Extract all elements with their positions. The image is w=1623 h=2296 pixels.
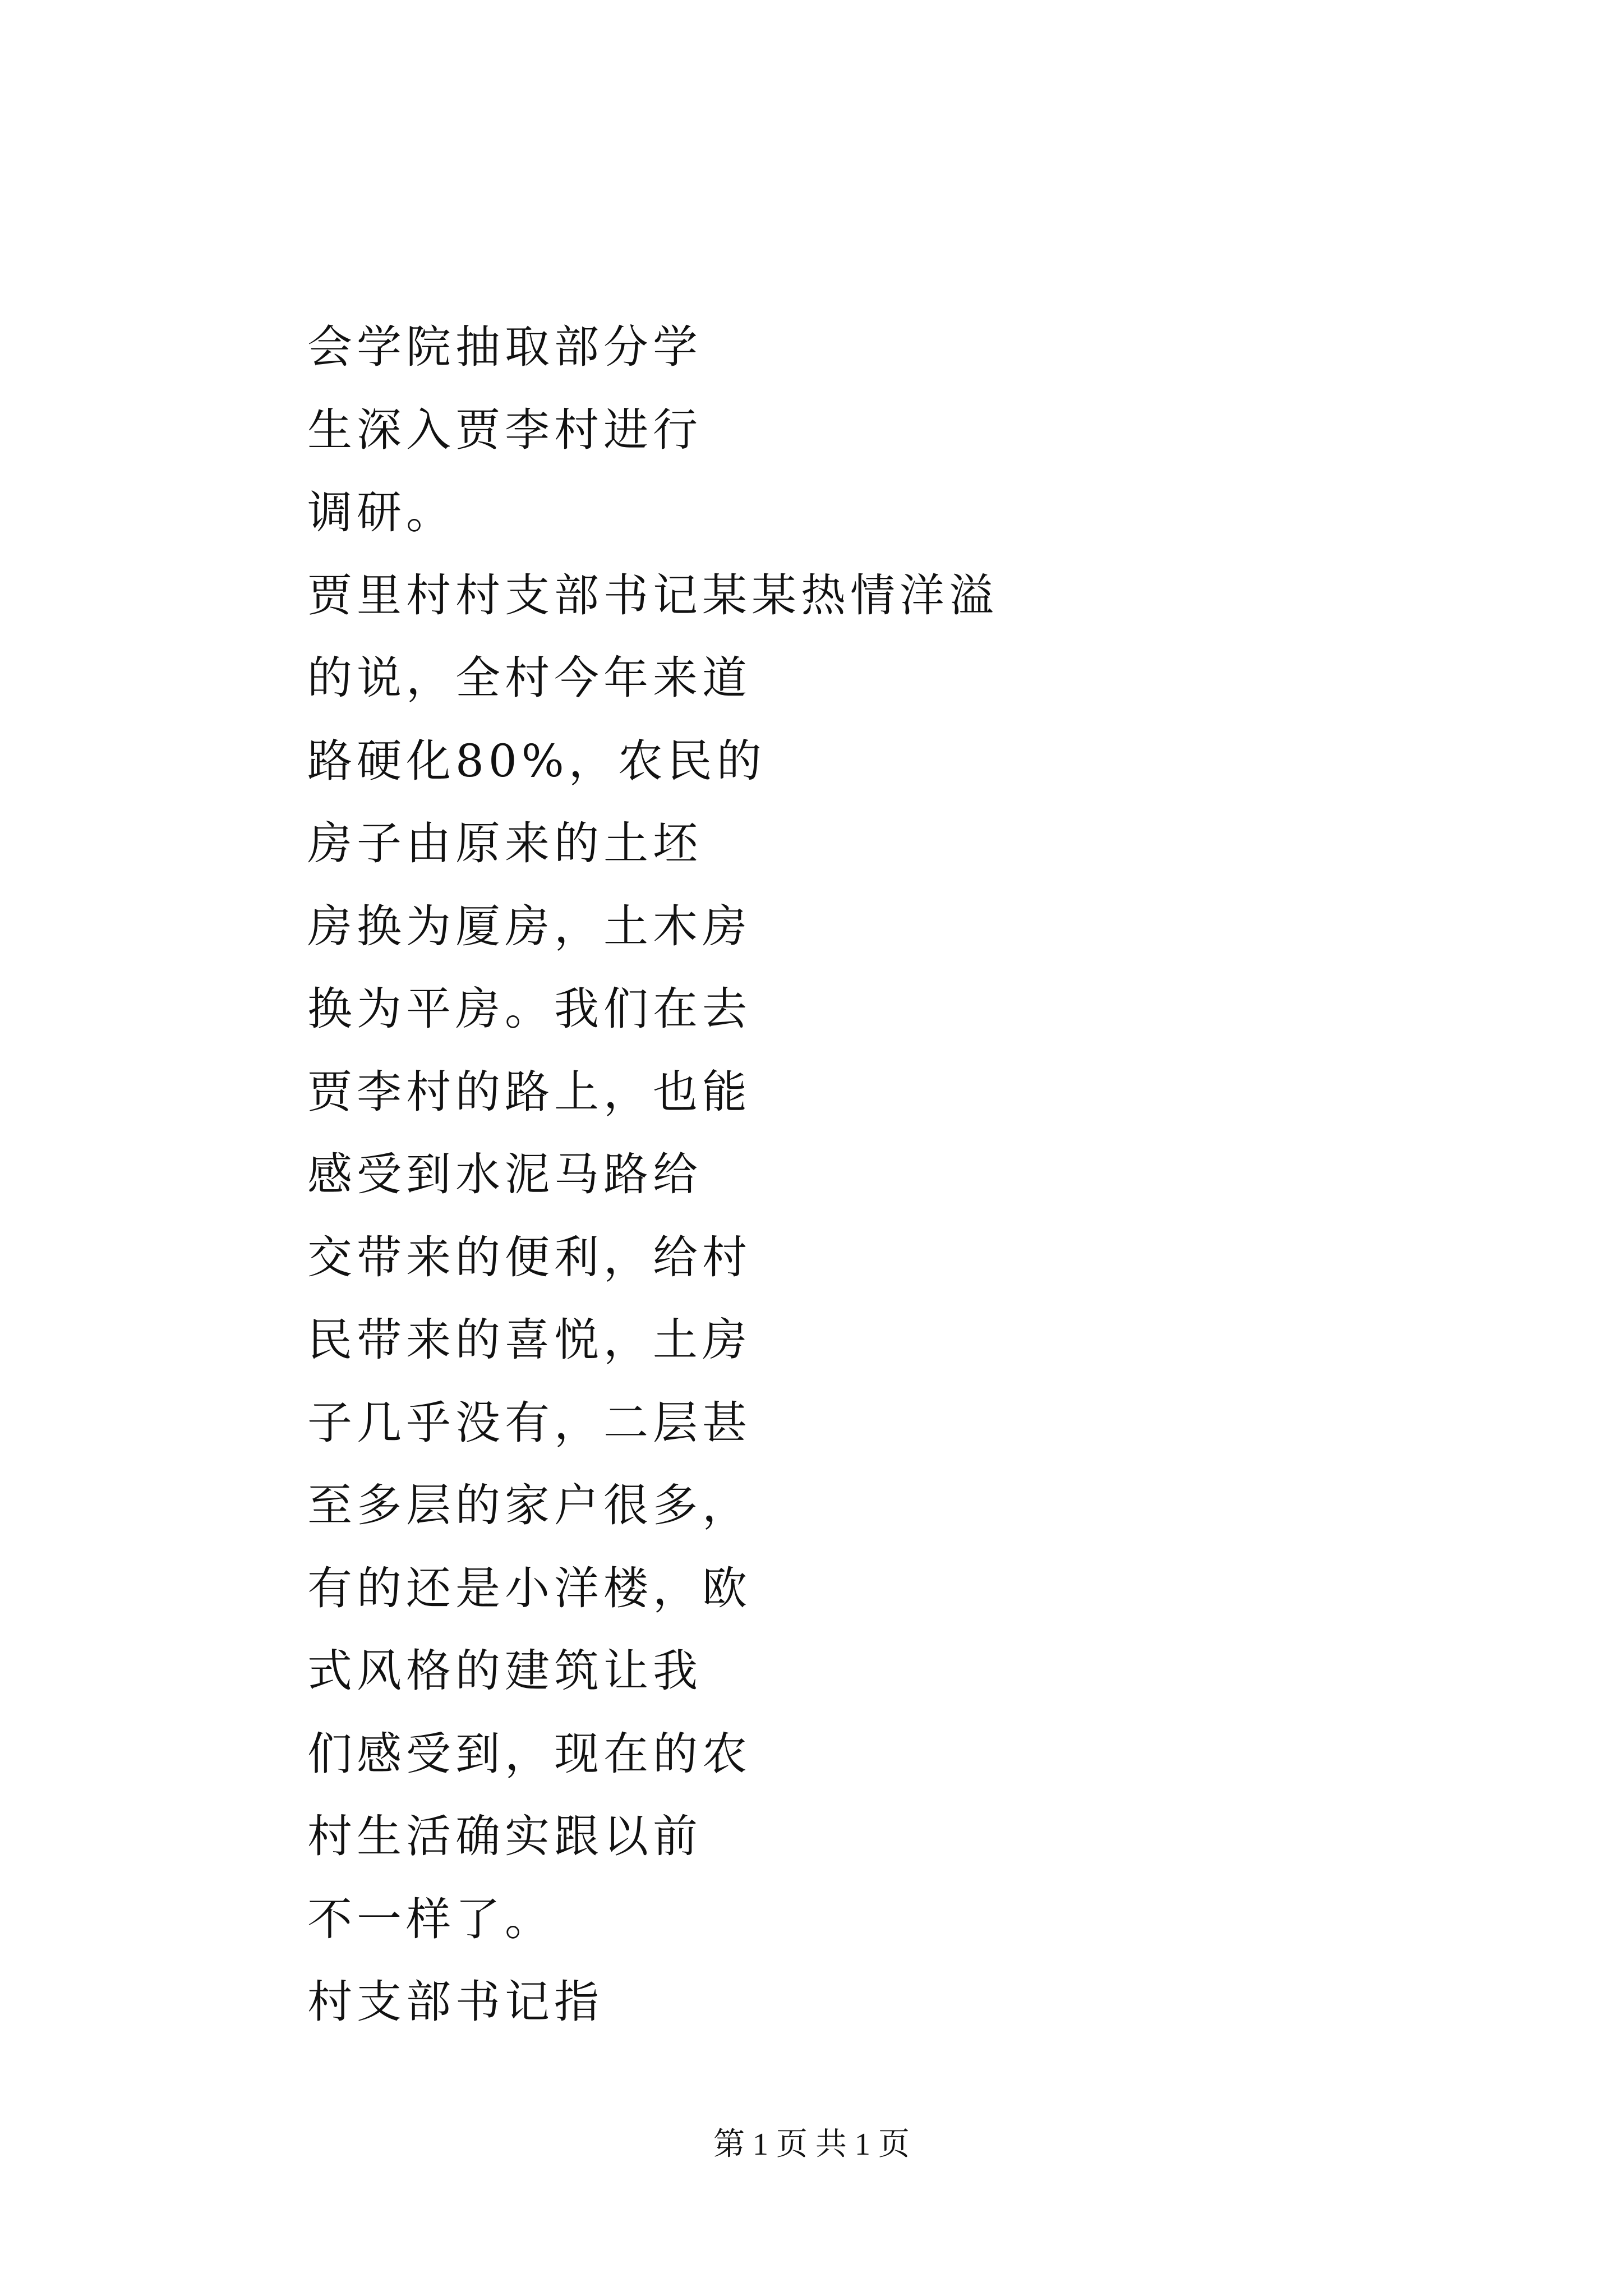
text-line: 交带来的便利，给村 [307,1231,751,1283]
text-line: 式风格的建筑让我 [307,1645,702,1697]
text-line: 贾李村的路上，也能 [307,1065,751,1118]
body-text [307,306,1373,2044]
text-line: 换为平房。我们在去 [307,983,751,1035]
text-line: 生深入贾李村进行 [307,403,702,456]
text-line: 们感受到，现在的农 [307,1727,751,1780]
text-line: 的说，全村今年来道 [307,652,751,704]
text-line: 感受到水泥马路给 [307,1148,702,1200]
text-line: 村支部书记指 [307,1976,603,2028]
text-line: 村生活确实跟以前 [307,1810,702,1862]
text-line: 至多层的家户很多， [307,1479,751,1531]
text-line: 会学院抽取部分学 [307,321,702,373]
page-footer [0,2125,1623,2164]
text-line: 房子由原来的土坯 [307,817,702,869]
text-line: 调研。 [307,486,455,539]
text-line: 子几乎没有，二层甚 [307,1396,751,1449]
text-line: 民带来的喜悦，土房 [307,1314,751,1366]
text-line: 不一样了。 [307,1893,554,1945]
text-line: 有的还是小洋楼，欧 [307,1562,751,1614]
text-line: 贾里村村支部书记某某热情洋溢 [307,569,998,622]
page-number: 第 1 页 共 1 页 [713,2127,910,2162]
text-line: 房换为厦房，土木房 [307,900,751,953]
text-line: 路硬化80%，农民的 [307,734,766,787]
